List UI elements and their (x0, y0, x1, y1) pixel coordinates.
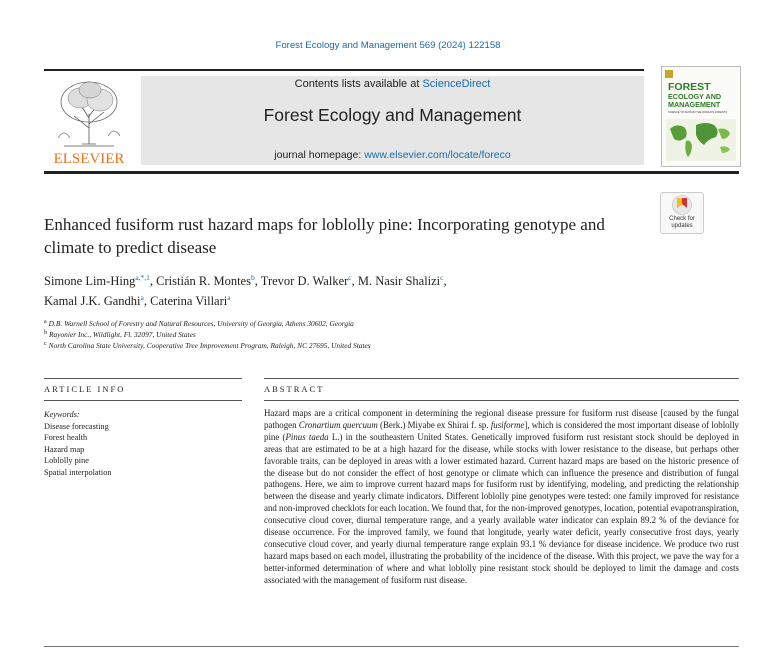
contents-prefix: Contents lists available at (294, 78, 423, 90)
author-separator: , (143, 294, 151, 308)
keyword-item: Forest health (44, 433, 88, 442)
abstract-species-name: Cronartium quercuum (298, 419, 378, 430)
affiliation-text: Rayonier Inc., Wildlight, Fl. 32097, United States (49, 330, 196, 339)
author-name[interactable]: Cristián R. Montes (156, 274, 251, 288)
affiliation-label: c (44, 340, 47, 347)
author-affiliation-sup[interactable]: c (440, 272, 444, 282)
affiliation-item (44, 318, 644, 329)
affiliation-label: b (44, 329, 47, 336)
keyword-item: Spatial interpolation (44, 467, 112, 477)
check-for-updates-badge[interactable] (660, 192, 704, 234)
article-info-bottom-rule (44, 400, 242, 401)
cover-subtitle: SCIENCE TO SUSTAIN THE WORLD'S FORESTS (668, 111, 727, 114)
journal-name: Forest Ecology and Management (263, 105, 522, 125)
cover-title-1: FOREST (668, 81, 711, 93)
author-affiliation-sup[interactable]: c (348, 272, 352, 282)
abstract-text-part: (Berk.) Miyabe ex Shirai f. sp. (377, 419, 491, 430)
abstract-top-rule (264, 378, 739, 379)
elsevier-wordmark: ELSEVIER (53, 151, 125, 166)
author-list (44, 271, 644, 311)
abstract-body (264, 408, 739, 587)
abstract-text-part: ], which is considered the most important disease of loblolly pine ( (264, 419, 739, 442)
journal-cover-image (662, 67, 740, 166)
abstract-end-rule (44, 646, 739, 647)
affiliation-label: a (44, 318, 47, 325)
sciencedirect-link[interactable]: ScienceDirect (422, 78, 491, 90)
author-name[interactable]: Simone Lim-Hing (44, 274, 136, 288)
contents-line (141, 78, 644, 90)
abstract-text-part: L.) in the southeastern United States. Genetically improved fusiform rust resistant stock should be deployed in areas that are estimated to be at a high hazard for the disease, while stocks with lower resistance to the disease, but perhaps other favorable traits, can be deployed in areas with a lower estimated hazard. Current hazard maps are based on the historic presence of the disease but do not consider the effect of host genotype or climate which can influence the presence and distribution of fungal pathogens. Here, we aim to improve current hazard maps for fusiform rust by identifying, modeling, and predicting the relationship between the disease and yearly climate indicators. Different loblolly pine genotypes were tested: one family improved for resistance and non-improved checklots for each location. We found that, for the non-improved genotypes, location, potential evapotranspiration, consecutive cloud cover, diurnal temperature range, and a yearly available water indicator can explain 89.2 % of the deviance for disease occurrence. For the improved family, we found that longitude, yearly water deficit, yearly consecutive frost days, yearly consecutive cloud cover, and yearly diurnal temperature range explain 93.1 % deviance for disease incidence. We produce two rust hazard maps based on each model, illustrating the probability of the incidence of the disease. With this project, we pave the way for a better-informed determination of where and what loblolly pine resistant stock should be deployed to limit the damage and costs associated with the management of fusiform rust disease. (264, 431, 739, 585)
author-separator: , (254, 274, 261, 288)
author-affiliation-sup[interactable]: b (250, 272, 255, 282)
crossmark-label-2: updates (671, 222, 693, 229)
keyword-item: Loblolly pine (44, 456, 89, 465)
header-bottom-rule (44, 171, 739, 174)
author-affiliation-sup[interactable]: a (227, 292, 231, 302)
author-affiliation-sup[interactable]: a (140, 292, 144, 302)
elsevier-logo[interactable] (44, 76, 134, 166)
author-name[interactable]: Trevor D. Walker (260, 274, 349, 288)
affiliation-text: North Carolina State University, Cooperative Tree Improvement Program, Raleigh, NC 27695, United States (48, 341, 371, 350)
crossmark-label-1: Check for (669, 216, 695, 222)
cover-title-2: ECOLOGY AND (668, 92, 722, 101)
abstract-text-part: Hazard maps are a critical component in determining the regional disease pressure for fusiform rust disease [caused by the fungal pathogen (264, 408, 739, 430)
article-info-top-rule (44, 378, 242, 379)
author-name[interactable]: Kamal J.K. Gandhi (44, 294, 141, 308)
abstract-species-name: Pinus taeda (285, 431, 329, 442)
author-separator: , (351, 274, 358, 288)
affiliation-item (44, 340, 644, 351)
cover-title-3: MANAGEMENT (668, 100, 721, 109)
affiliation-item (44, 329, 644, 340)
article-info-heading: ARTICLE INFO (44, 384, 126, 394)
author-name[interactable]: Caterina Villari (150, 294, 228, 308)
author-affiliation-sup[interactable]: a,*,1 (135, 272, 150, 282)
journal-cover-thumbnail[interactable] (661, 66, 741, 167)
homepage-prefix: journal homepage: (274, 149, 365, 161)
keyword-item: Disease forecasting (44, 421, 109, 431)
crossmark-label (661, 216, 703, 229)
affiliation-text: D.B. Warnell School of Forestry and Natural Resources, University of Georgia, Athens 30602, Georgia (48, 319, 354, 328)
article-title: Enhanced fusiform rust hazard maps for loblolly pine: Incorporating genotype and climate to predict disease (44, 215, 605, 257)
author-separator: , (443, 274, 447, 288)
author-name[interactable]: M. Nasir Shalizi (357, 274, 441, 288)
header-top-rule (44, 69, 644, 71)
journal-citation[interactable]: Forest Ecology and Management 569 (2024) 122158 (275, 40, 501, 51)
crossmark-icon (661, 193, 703, 217)
abstract-bottom-rule (264, 400, 739, 401)
journal-homepage-link[interactable]: www.elsevier.com/locate/foreco (364, 149, 511, 161)
keyword-item: Hazard map (44, 444, 85, 454)
affiliation-list (44, 318, 644, 351)
abstract-heading: ABSTRACT (264, 384, 325, 394)
keywords-label: Keywords: (44, 410, 80, 419)
keywords-section (44, 409, 242, 478)
abstract-species-name: fusiforme (490, 419, 525, 430)
author-separator: , (149, 274, 157, 288)
elsevier-tree-icon (44, 76, 134, 166)
homepage-line (141, 149, 644, 161)
